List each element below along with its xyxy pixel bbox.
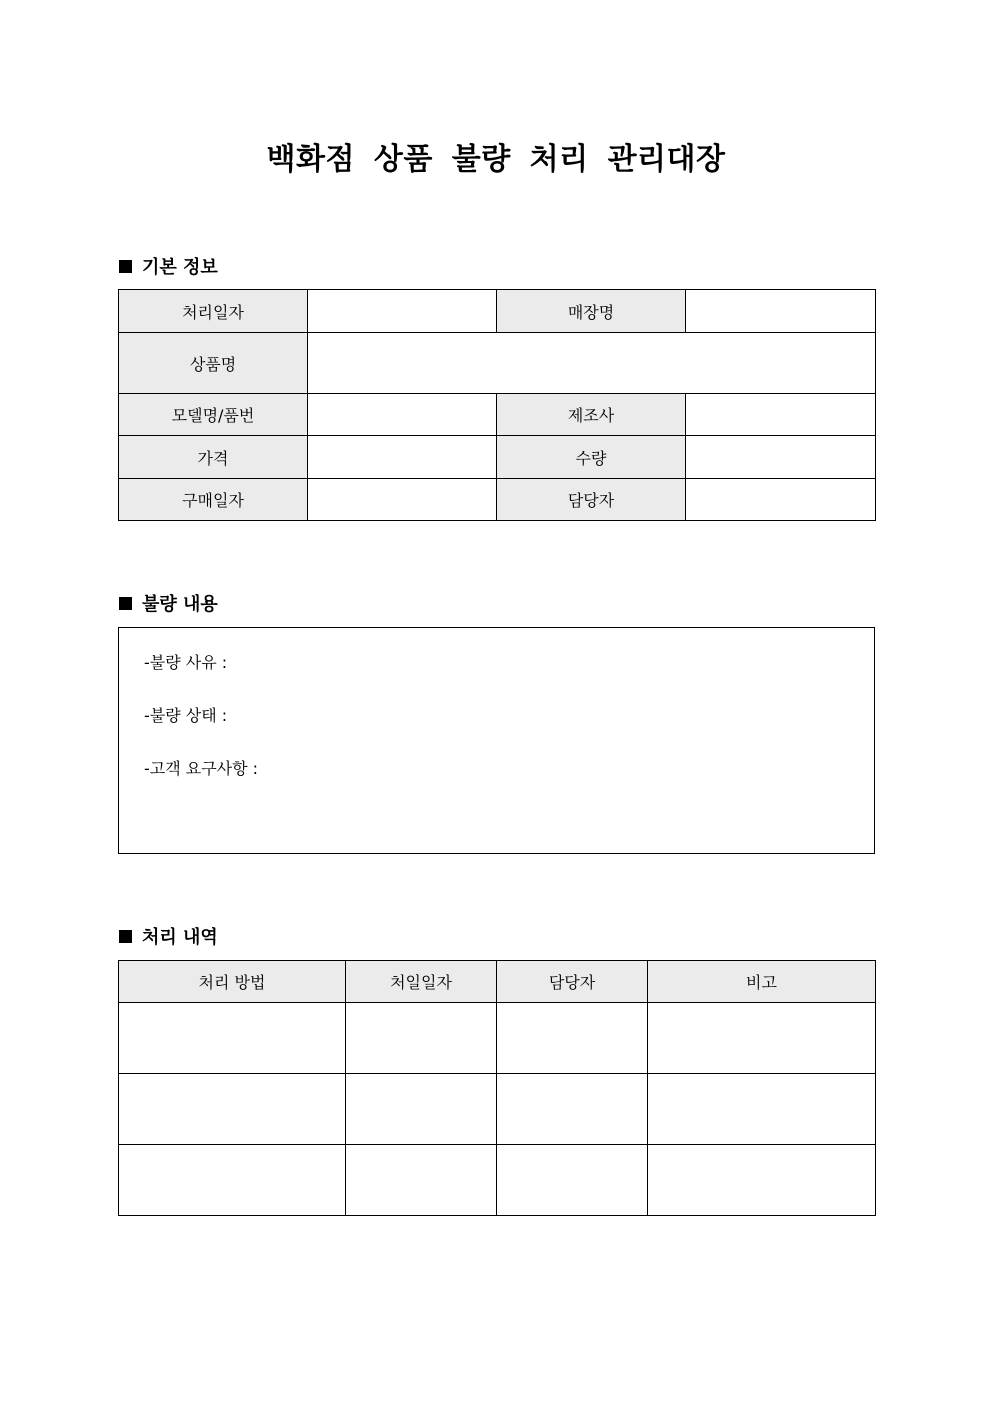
- history-date-cell[interactable]: [346, 1074, 497, 1145]
- history-method-cell[interactable]: [119, 1003, 346, 1074]
- model-number-field[interactable]: [308, 394, 497, 436]
- square-bullet-icon: [119, 260, 132, 273]
- table-row: [119, 333, 876, 394]
- label-quantity: 수량: [497, 436, 686, 479]
- manager-field[interactable]: [686, 479, 876, 521]
- table-header-row: [119, 961, 876, 1003]
- column-header-remarks: 비고: [648, 961, 876, 1003]
- defect-details-box[interactable]: [118, 627, 875, 854]
- history-remarks-cell[interactable]: [648, 1074, 876, 1145]
- column-header-date: 처일일자: [346, 961, 497, 1003]
- history-manager-cell[interactable]: [497, 1145, 648, 1216]
- history-date-cell[interactable]: [346, 1003, 497, 1074]
- history-remarks-cell[interactable]: [648, 1003, 876, 1074]
- history-remarks-cell[interactable]: [648, 1145, 876, 1216]
- table-row: [119, 394, 876, 436]
- price-field[interactable]: [308, 436, 497, 479]
- history-date-cell[interactable]: [346, 1145, 497, 1216]
- column-header-manager: 담당자: [497, 961, 648, 1003]
- column-header-method: 처리 방법: [119, 961, 346, 1003]
- store-name-field[interactable]: [686, 290, 876, 333]
- history-method-cell[interactable]: [119, 1145, 346, 1216]
- customer-request-line: -고객 요구사항 :: [144, 759, 259, 778]
- table-row: [119, 1003, 876, 1074]
- section-heading-history: [119, 923, 218, 949]
- history-manager-cell[interactable]: [497, 1074, 648, 1145]
- table-row: [119, 436, 876, 479]
- history-manager-cell[interactable]: [497, 1003, 648, 1074]
- section-title: 기본 정보: [142, 257, 218, 278]
- history-table: [118, 960, 876, 1216]
- defect-reason-line: -불량 사유 :: [144, 653, 228, 672]
- table-row: [119, 479, 876, 521]
- square-bullet-icon: [119, 597, 132, 610]
- label-manager: 담당자: [497, 479, 686, 521]
- manufacturer-field[interactable]: [686, 394, 876, 436]
- label-store-name: 매장명: [497, 290, 686, 333]
- square-bullet-icon: [119, 930, 132, 943]
- table-row: [119, 290, 876, 333]
- quantity-field[interactable]: [686, 436, 876, 479]
- section-heading-basic-info: [119, 253, 218, 279]
- defect-status-line: -불량 상태 :: [144, 706, 228, 725]
- table-row: [119, 1145, 876, 1216]
- history-method-cell[interactable]: [119, 1074, 346, 1145]
- process-date-field[interactable]: [308, 290, 497, 333]
- label-process-date: 처리일자: [119, 290, 308, 333]
- section-title: 불량 내용: [142, 594, 218, 615]
- label-price: 가격: [119, 436, 308, 479]
- label-manufacturer: 제조사: [497, 394, 686, 436]
- document-title: 백화점 상품 불량 처리 관리대장: [266, 142, 726, 177]
- basic-info-table: [118, 289, 876, 521]
- label-model-number: 모델명/품번: [119, 394, 308, 436]
- product-name-field[interactable]: [308, 333, 876, 394]
- purchase-date-field[interactable]: [308, 479, 497, 521]
- section-heading-defect: [119, 590, 218, 616]
- label-purchase-date: 구매일자: [119, 479, 308, 521]
- section-title: 처리 내역: [142, 927, 218, 948]
- table-row: [119, 1074, 876, 1145]
- label-product-name: 상품명: [119, 333, 308, 394]
